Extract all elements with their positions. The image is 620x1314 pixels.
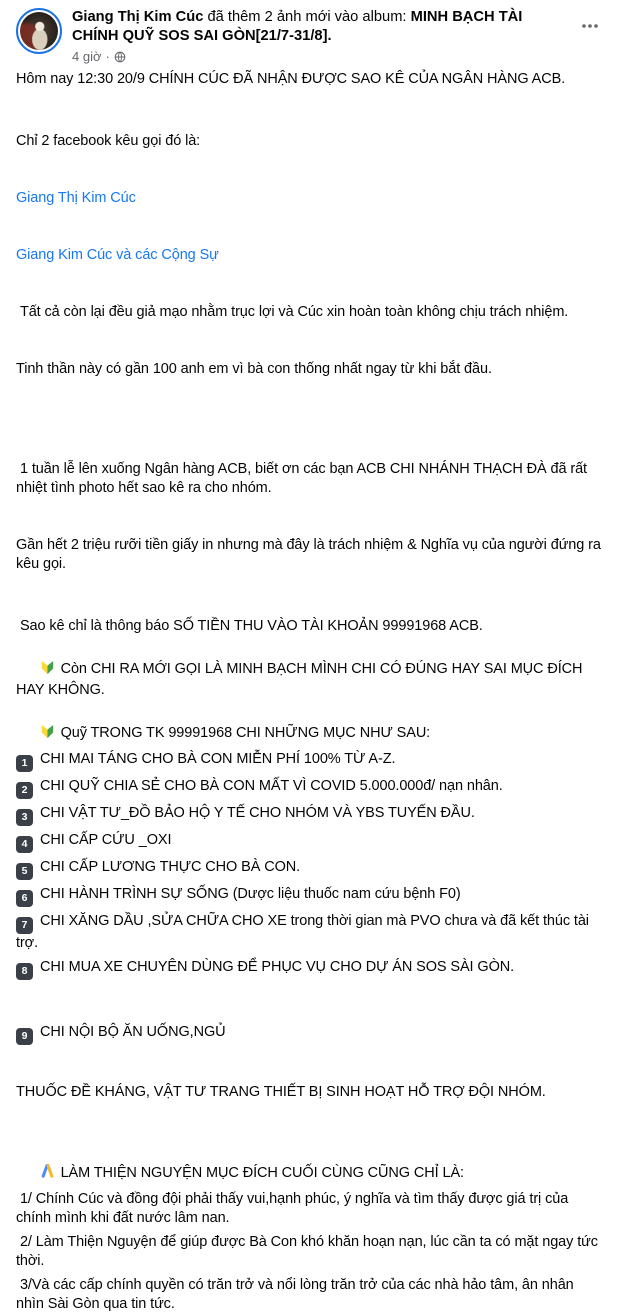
list-item-3-text: CHI VẬT TƯ_ĐỒ BẢO HỘ Y TẾ CHO NHÓM VÀ YBS TUYẾN ĐẦU. <box>40 805 475 821</box>
list-item-4 <box>16 831 604 853</box>
paragraph-goal-1: 1/ Chính Cúc và đồng đội phải thấy vui,hạnh phúc, ý nghĩa và tìm thấy được giá trị của chính mình khi đất nước lâm nan. <box>16 1191 573 1226</box>
list-item-1 <box>16 750 604 772</box>
list-item-2-text: CHI QUỸ CHIA SẺ CHO BÀ CON MẤT VÌ COVID 5.000.000đ/ nạn nhân. <box>40 778 503 794</box>
disclaimer-line-2: Tinh thần này có gần 100 anh em vì bà con thống nhất ngay từ khi bắt đầu. <box>16 361 492 377</box>
list-item-7 <box>16 912 604 953</box>
paragraph-chi-ra <box>16 641 604 700</box>
paragraph-thien-nguyen <box>16 1145 604 1185</box>
keycap-2-icon: 2 <box>16 782 33 799</box>
bank-week-line-2: Gần hết 2 triệu rưỡi tiền giấy in nhưng mà đây là trách nhiệm & Nghĩa vụ của người đứng ra kêu gọi. <box>16 537 605 572</box>
meta-row <box>72 49 570 64</box>
avatar-photo <box>20 12 58 50</box>
list-item-9-text-continued: THUỐC ĐỀ KHÁNG, VẬT TƯ TRANG THIẾT BỊ SINH HOẠT HỖ TRỢ ĐỘI NHÓM. <box>16 1084 546 1100</box>
keycap-8-icon: 8 <box>16 963 33 980</box>
list-item-1-text: CHI MAI TÁNG CHO BÀ CON MIỄN PHÍ 100% TỪ A-Z. <box>40 751 396 767</box>
list-item-9-text: CHI NỘI BỘ ĂN UỐNG,NGỦ <box>40 1024 226 1040</box>
keycap-9-icon: 9 <box>16 1028 33 1045</box>
paragraph-quy-trong-tk <box>16 705 604 745</box>
list-item-3 <box>16 804 604 826</box>
keycap-7-icon: 7 <box>16 917 33 934</box>
album-name-link[interactable]: MINH BẠCH TÀI CHÍNH QUỸ SOS SAI GÒN[21/7-31/8]. <box>72 9 523 44</box>
list-item-5 <box>16 858 604 880</box>
list-item-9 <box>16 985 604 1140</box>
paragraph-goal-2: 2/ Làm Thiện Nguyện để giúp được Bà Con khó khăn hoạn nạn, lúc cần ta có mặt ngay tức thời. <box>16 1234 602 1269</box>
list-item-6-text: CHI HÀNH TRÌNH SỰ SỐNG (Dược liệu thuốc nam cứu bệnh F0) <box>40 886 461 902</box>
paragraph-goal-3: 3/Và các cấp chính quyền có trăn trở và nổi lòng trăn trở của các nhà hảo tâm, ân nhân nhìn Sài Gòn qua tin tức. <box>16 1277 578 1312</box>
meta-separator: · <box>105 49 110 64</box>
action-text: đã thêm 2 ảnh mới vào album: <box>203 9 411 25</box>
list-item-6 <box>16 885 604 907</box>
post-title <box>72 8 570 46</box>
paragraph-statement: Hôm nay 12:30 20/9 CHÍNH CÚC ĐÃ NHẬN ĐƯỢC SAO KÊ CỦA NGÂN HÀNG ACB. <box>16 71 566 87</box>
list-item-2 <box>16 777 604 799</box>
chi-ra-text: Còn CHI RA MỚI GỌI LÀ MINH BẠCH MÌNH CHI CÓ ĐÚNG HAY SAI MỤC ĐÍCH HAY KHÔNG. <box>16 661 587 698</box>
facebook-list-intro: Chỉ 2 facebook kêu gọi đó là: <box>16 133 201 149</box>
list-item-4-text: CHI CẤP CỨU _OXI <box>40 832 172 848</box>
list-item-8-text: CHI MUA XE CHUYÊN DÙNG ĐỂ PHỤC VỤ CHO DỰ ÁN SOS SÀI GÒN. <box>40 959 515 975</box>
paragraph-sao-ke-note: Sao kê chỉ là thông báo SỐ TIỀN THU VÀO TÀI KHOẢN 99991968 ACB. <box>16 618 483 634</box>
quy-trong-tk-text: Quỹ TRONG TK 99991968 CHI NHỮNG MỤC NHƯ SAU: <box>60 725 431 741</box>
keycap-4-icon: 4 <box>16 836 33 853</box>
keycap-3-icon: 3 <box>16 809 33 826</box>
profile-link-giang-kim-cuc-cong-su[interactable]: Giang Kim Cúc và các Cộng Sự <box>16 247 219 263</box>
keycap-5-icon: 5 <box>16 863 33 880</box>
paragraph-bank-week <box>16 422 604 612</box>
keycap-1-icon: 1 <box>16 755 33 772</box>
paragraph-facebook-list <box>16 94 604 417</box>
keycap-6-icon: 6 <box>16 890 33 907</box>
author-name-link[interactable]: Giang Thị Kim Cúc <box>72 9 204 25</box>
ellipsis-icon <box>580 16 600 36</box>
list-item-5-text: CHI CẤP LƯƠNG THỰC CHO BÀ CON. <box>40 859 301 875</box>
post-header <box>0 0 620 64</box>
timestamp-link[interactable]: 4 giờ <box>72 49 102 64</box>
list-item-7-text: CHI XĂNG DẦU ,SỬA CHỮA CHO XE trong thời gian mà PVO chưa và đã kết thúc tài trợ. <box>16 913 593 951</box>
post-options-button[interactable] <box>576 12 604 40</box>
profile-link-giang-thi-kim-cuc[interactable]: Giang Thị Kim Cúc <box>16 190 136 206</box>
avatar[interactable] <box>16 8 62 54</box>
disclaimer-line-1: Tất cả còn lại đều giả mạo nhằm trục lợi và Cúc xin hoàn toàn không chịu trách nhiệm. <box>16 304 569 320</box>
bank-week-line-1: 1 tuần lễ lên xuống Ngân hàng ACB, biết ơn các bạn ACB CHI NHÁNH THẠCH ĐÀ đã rất nhiệt tình photo hết sao kê ra cho nhóm. <box>16 461 591 496</box>
beginner-icon <box>16 705 55 745</box>
thien-nguyen-text: LÀM THIỆN NGUYỆN MỤC ĐÍCH CUỐI CÙNG CŨNG CHỈ LÀ: <box>60 1165 464 1181</box>
list-item-8 <box>16 958 604 980</box>
globe-icon <box>114 51 126 63</box>
pray-icon <box>16 1145 55 1185</box>
post-body <box>0 64 620 1314</box>
header-text <box>72 8 570 64</box>
beginner-icon <box>16 641 55 681</box>
